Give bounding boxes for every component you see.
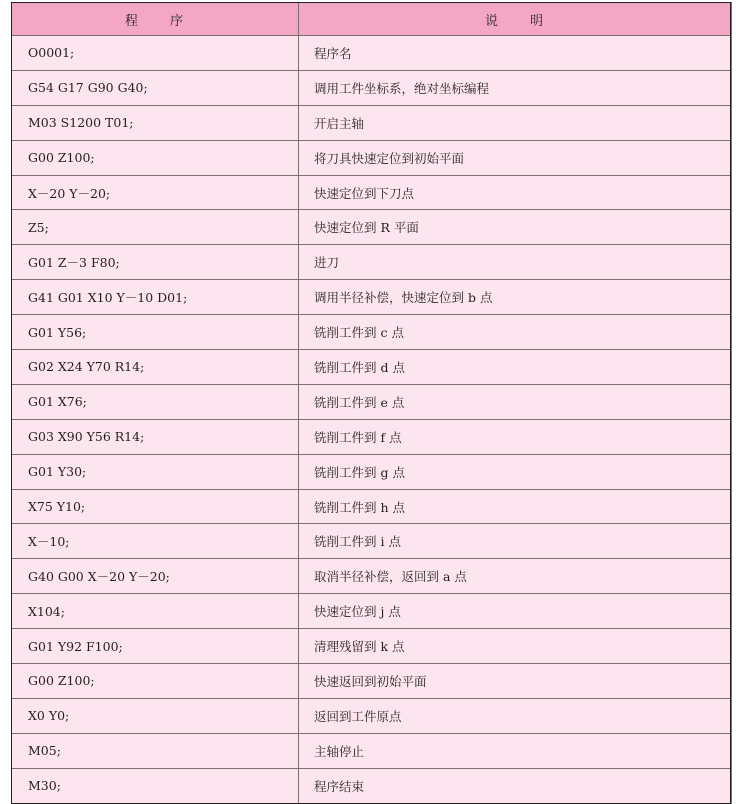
program-code-cell: Z5; bbox=[12, 210, 299, 245]
program-code-cell: G40 G00 X－20 Y－20; bbox=[12, 559, 299, 594]
description-cell: 调用工件坐标系，绝对坐标编程 bbox=[299, 70, 732, 105]
table-row bbox=[12, 524, 732, 559]
program-code-cell: G01 Y92 F100; bbox=[12, 629, 299, 664]
program-code-cell: G41 G01 X10 Y－10 D01; bbox=[12, 280, 299, 315]
table-row bbox=[12, 350, 732, 385]
table-row bbox=[12, 245, 732, 280]
program-code-cell: X75 Y10; bbox=[12, 489, 299, 524]
description-cell: 快速返回到初始平面 bbox=[299, 664, 732, 699]
description-cell: 开启主轴 bbox=[299, 105, 732, 140]
program-code-cell: X－20 Y－20; bbox=[12, 175, 299, 210]
program-table-container bbox=[11, 2, 731, 804]
program-code-cell: G00 Z100; bbox=[12, 140, 299, 175]
header-desc-char-2: 明 bbox=[530, 13, 546, 29]
description-cell: 铣削工件到 i 点 bbox=[299, 524, 732, 559]
table-row bbox=[12, 70, 732, 105]
program-code-cell: G01 Y30; bbox=[12, 454, 299, 489]
table-row bbox=[12, 105, 732, 140]
description-cell: 程序名 bbox=[299, 36, 732, 71]
table-row bbox=[12, 140, 732, 175]
description-cell: 进刀 bbox=[299, 245, 732, 280]
table-row bbox=[12, 489, 732, 524]
description-cell: 调用半径补偿，快速定位到 b 点 bbox=[299, 280, 732, 315]
table-row bbox=[12, 384, 732, 419]
table-row bbox=[12, 698, 732, 733]
description-cell: 程序结束 bbox=[299, 768, 732, 803]
program-code-cell: G01 X76; bbox=[12, 384, 299, 419]
description-cell: 返回到工件原点 bbox=[299, 698, 732, 733]
table-row bbox=[12, 175, 732, 210]
header-program-char-2: 序 bbox=[170, 13, 186, 29]
program-table bbox=[11, 2, 732, 804]
table-row bbox=[12, 419, 732, 454]
program-code-cell: G54 G17 G90 G40; bbox=[12, 70, 299, 105]
table-row bbox=[12, 210, 732, 245]
description-cell: 铣削工件到 c 点 bbox=[299, 315, 732, 350]
description-cell: 铣削工件到 g 点 bbox=[299, 454, 732, 489]
program-code-cell: M03 S1200 T01; bbox=[12, 105, 299, 140]
description-cell: 清理残留到 k 点 bbox=[299, 629, 732, 664]
program-code-cell: X－10; bbox=[12, 524, 299, 559]
description-cell: 取消半径补偿，返回到 a 点 bbox=[299, 559, 732, 594]
table-row bbox=[12, 664, 732, 699]
column-header-program bbox=[12, 3, 299, 36]
program-code-cell: O0001; bbox=[12, 36, 299, 71]
header-program-char-1: 程 bbox=[124, 13, 140, 29]
program-code-cell: G02 X24 Y70 R14; bbox=[12, 350, 299, 385]
program-code-cell: X104; bbox=[12, 594, 299, 629]
description-cell: 铣削工件到 e 点 bbox=[299, 384, 732, 419]
description-cell: 主轴停止 bbox=[299, 733, 732, 768]
header-desc-char-1: 说 bbox=[484, 13, 500, 29]
table-row bbox=[12, 36, 732, 71]
program-code-cell: G01 Z－3 F80; bbox=[12, 245, 299, 280]
program-code-cell: M05; bbox=[12, 733, 299, 768]
program-code-cell: G01 Y56; bbox=[12, 315, 299, 350]
table-row bbox=[12, 594, 732, 629]
table-row bbox=[12, 768, 732, 803]
description-cell: 快速定位到下刀点 bbox=[299, 175, 732, 210]
description-cell: 铣削工件到 h 点 bbox=[299, 489, 732, 524]
table-body bbox=[12, 36, 732, 804]
program-code-cell: X0 Y0; bbox=[12, 698, 299, 733]
table-row bbox=[12, 454, 732, 489]
description-cell: 将刀具快速定位到初始平面 bbox=[299, 140, 732, 175]
table-row bbox=[12, 559, 732, 594]
program-code-cell: M30; bbox=[12, 768, 299, 803]
program-code-cell: G00 Z100; bbox=[12, 664, 299, 699]
description-cell: 快速定位到 R 平面 bbox=[299, 210, 732, 245]
table-row bbox=[12, 315, 732, 350]
table-header-row bbox=[12, 3, 732, 36]
program-code-cell: G03 X90 Y56 R14; bbox=[12, 419, 299, 454]
table-row bbox=[12, 733, 732, 768]
description-cell: 快速定位到 j 点 bbox=[299, 594, 732, 629]
description-cell: 铣削工件到 d 点 bbox=[299, 350, 732, 385]
description-cell: 铣削工件到 f 点 bbox=[299, 419, 732, 454]
column-header-description bbox=[299, 3, 732, 36]
table-row bbox=[12, 280, 732, 315]
table-row bbox=[12, 629, 732, 664]
